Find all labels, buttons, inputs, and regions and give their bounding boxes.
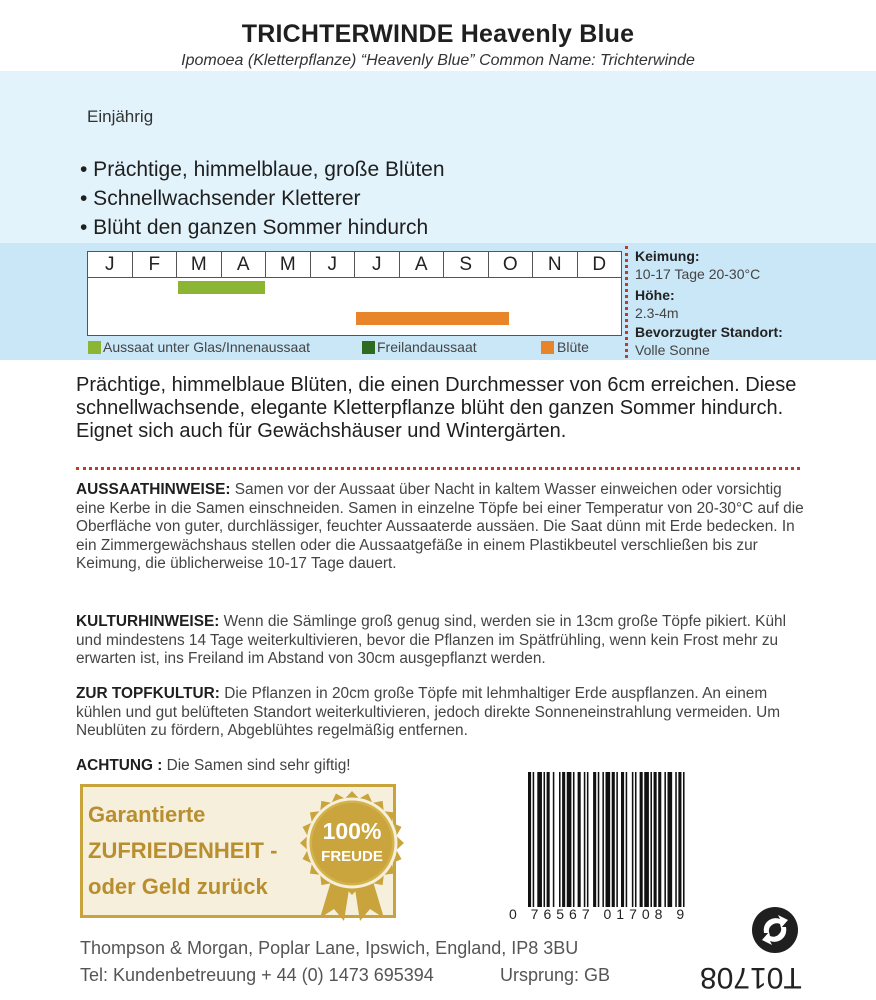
seal-percent: 100% (322, 818, 382, 844)
lifecycle-label: Einjährig (87, 107, 154, 126)
barcode-bar-4 (547, 772, 550, 907)
seal-word: FREUDE (321, 848, 383, 865)
month-aug: A (400, 252, 445, 277)
origin-label: Ursprung: GB (500, 965, 611, 985)
germination-label: Keimung: (635, 248, 700, 264)
barcode-bar-12 (587, 772, 589, 907)
guarantee-line-3: oder Geld zurück (88, 874, 268, 899)
month-dec: D (592, 254, 607, 275)
legend-label-outdoor: Freilandaussaat (377, 339, 477, 355)
barcode-bar-8 (567, 772, 572, 907)
bullet-feature-1: • Prächtige, himmelblaue, große Blüten (80, 158, 445, 181)
barcode-bar-32 (683, 772, 685, 907)
month-mar: M (177, 252, 222, 277)
month-oct: O (489, 252, 534, 277)
legend-label-bloom: Blüte (557, 339, 589, 355)
barcode-bar-17 (612, 772, 615, 907)
barcode-number: 0 76567 01708 9 (509, 906, 690, 922)
height-value: 2.3-4m (635, 305, 679, 321)
barcode-bar-23 (640, 772, 643, 907)
product-code: T01708 (700, 961, 802, 994)
sowing-text: Samen vor der Aussaat über Nacht in kaltem Wasser einweichen oder vorsichtig eine Kerbe in die Samen einschneiden. Samen in einzelne Töpfe bei einer Temperatur von 20-30°C auf die Oberfläche von guter, durchlässiger, feuchter Aussaaterde aussäen. Die Saat dünn mit Erde bedecken. In ein Zimmergewächshaus stellen oder die Aussaatgefäße in einem Plastikbeutel verschließen bis zur Keimung, die üblicherweise 10-17 Tage dauert. (76, 481, 804, 573)
barcode-bar-26 (654, 772, 657, 907)
barcode-bar-21 (632, 772, 634, 907)
pot-text: Die Pflanzen in 20cm große Töpfe mit lehmhaltiger Erde auspflanzen. An einem kühlen und gut belüfteten Standort weiterkultivieren, jedoch direkte Sonneneinstrahlung vermeiden. Um Neublüten zu fördern, Abgeblühtes regelmäßig entfernen. (76, 685, 781, 740)
rosette-seal-icon (292, 783, 412, 923)
barcode-bar-28 (664, 772, 666, 907)
barcode-bar-16 (606, 772, 611, 907)
bullet-feature-2: • Schnellwachsender Kletterer (80, 187, 361, 210)
legend-swatch-bloom (541, 341, 554, 354)
recycle-icon (750, 905, 800, 955)
location-label: Bevorzugter Standort: (635, 324, 783, 340)
guarantee-line-1: Garantierte (88, 802, 206, 827)
company-address: Thompson & Morgan, Poplar Lane, Ipswich, England, IP8 3BU (80, 938, 579, 958)
barcode-bar-19 (621, 772, 624, 907)
barcode-bar-13 (593, 772, 596, 907)
barcode-bar-15 (602, 772, 604, 907)
month-jun: J (311, 252, 356, 277)
barcode-bar-27 (658, 772, 661, 907)
height-label: Höhe: (635, 287, 675, 303)
barcode-bar-24 (644, 772, 649, 907)
culture-instructions (76, 613, 810, 669)
month-may: M (266, 252, 311, 277)
customer-service-phone: Tel: Kundenbetreuung + 44 (0) 1473 695394 (80, 965, 434, 985)
legend-swatch-outdoor (362, 341, 375, 354)
germination-value: 10-17 Tage 20-30°C (635, 266, 761, 282)
barcode-digits (509, 906, 719, 922)
culture-text: Wenn die Sämlinge groß genug sind, werden sie in 13cm große Töpfe pikiert. Kühl und mindestens 14 Tage weiterkultivieren, bevor die Pflanzen im Spätfrühling, wenn kein Frost mehr zu erwarten ist, ins Freiland im Abstand von 30cm ausgepflanzt werden. (76, 613, 786, 668)
bar-sowing-under-glass (178, 281, 265, 294)
barcode-bar-3 (544, 772, 546, 907)
warning-text: Die Samen sind sehr giftig! (162, 757, 351, 774)
barcode-bar-22 (635, 772, 637, 907)
month-apr: A (222, 252, 267, 277)
sowing-heading: AUSSAATHINWEISE: (76, 481, 231, 498)
month-sep: S (444, 252, 489, 277)
location-value: Volle Sonne (635, 342, 710, 358)
intro-description: Prächtige, himmelblaue Blüten, die einen Durchmesser von 6cm erreichen. Diese schnellwachsende, elegante Kletterpflanze blüht den ganzen Sommer hindurch. Eignet sich auch für Gewächshäuser und Wintergärten. (76, 374, 797, 442)
barcode-bar-11 (584, 772, 586, 907)
barcode-bar-20 (626, 772, 628, 907)
warning-heading: ACHTUNG : (76, 757, 163, 774)
pot-heading: ZUR TOPFKULTUR: (76, 685, 220, 702)
month-jan: J (88, 252, 133, 277)
legend-label-indoor: Aussaat unter Glas/Innenaussaat (103, 339, 311, 355)
product-title: TRICHTERWINDE Heavenly Blue (241, 20, 635, 48)
barcode-bar-29 (668, 772, 673, 907)
dotted-divider-vertical (625, 246, 628, 358)
month-feb: F (133, 252, 178, 277)
barcode-bar-9 (573, 772, 575, 907)
month-nov: N (533, 252, 578, 277)
barcode-bar-14 (598, 772, 600, 907)
barcode-bar-5 (553, 772, 555, 907)
barcode-icon (520, 772, 715, 907)
barcode-bar-31 (678, 772, 681, 907)
bar-bloom (356, 312, 509, 325)
calendar-months (88, 252, 621, 278)
month-jul: J (355, 252, 400, 277)
barcode-bar-1 (533, 772, 535, 907)
barcode-bar-6 (559, 772, 561, 907)
pot-instructions (76, 685, 810, 741)
barcode-bar-18 (616, 772, 618, 907)
guarantee-line-2: ZUFRIEDENHEIT - (88, 838, 278, 863)
barcode-bar-0 (528, 772, 531, 907)
barcode-bar-25 (650, 772, 652, 907)
bullet-feature-3: • Blüht den ganzen Sommer hindurch (80, 216, 429, 239)
dotted-divider-horizontal (76, 467, 800, 470)
barcode-bar-30 (675, 772, 677, 907)
sowing-instructions (76, 481, 810, 574)
sowing-calendar (87, 251, 622, 336)
barcode-bar-2 (537, 772, 542, 907)
culture-heading: KULTURHINWEISE: (76, 613, 220, 630)
botanical-name: Ipomoea (Kletterpflanze) “Heavenly Blue” Common Name: Trichterwinde (181, 52, 695, 69)
legend-swatch-indoor (88, 341, 101, 354)
barcode-bar-7 (562, 772, 565, 907)
barcode-bar-10 (578, 772, 581, 907)
